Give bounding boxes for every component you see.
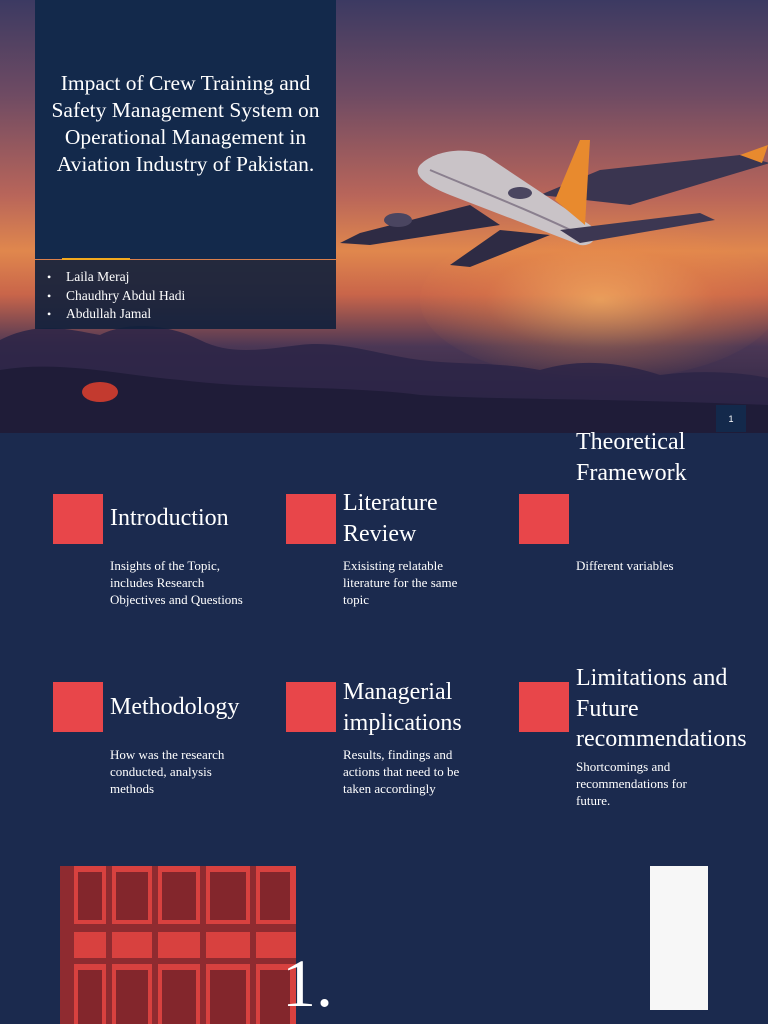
card-desc-introduction: Insights of the Topic, includes Research Objectives and Questions [110, 558, 243, 607]
card-title-methodology: Methodology [110, 694, 240, 720]
card-title-limitations: Limitations and Future recommendations [576, 665, 747, 752]
white-accent-bar [650, 866, 708, 1010]
author-list [47, 268, 185, 324]
building-image [60, 866, 296, 1024]
card-title-managerial-implications: Managerial implications [343, 679, 462, 736]
agenda-slide[interactable] [0, 429, 768, 863]
author-item: • Laila Meraj [47, 268, 185, 287]
card-title-introduction: Introduction [110, 505, 229, 531]
introduction-marker [53, 494, 103, 544]
airplane-image [300, 125, 768, 275]
card-desc-theoretical-framework: Different variables [576, 558, 674, 573]
presentation-title: Impact of Crew Training and Safety Management System on Operational Management in Aviation Industry of Pakistan. [51, 71, 320, 176]
author-item: • Abdullah Jamal [47, 305, 185, 324]
building-facade-graphic [60, 866, 296, 1024]
managerial-implications-marker [286, 682, 336, 732]
card-desc-managerial-implications: Results, findings and actions that need to be taken accordingly [343, 747, 460, 796]
limitations-marker [519, 682, 569, 732]
card-desc-literature-review: Exisisting relatable literature for the same topic [343, 558, 458, 607]
author-item: • Chaudhry Abdul Hadi [47, 287, 185, 306]
card-desc-methodology: How was the research conducted, analysis methods [110, 747, 225, 796]
theoretical-framework-marker [519, 494, 569, 544]
card-title-literature-review: Literature Review [343, 490, 438, 547]
section-slide[interactable] [0, 863, 768, 1024]
methodology-marker [53, 682, 103, 732]
slide-number: 1 [716, 405, 746, 432]
card-desc-limitations: Shortcomings and recommendations for future. [576, 759, 687, 808]
literature-review-marker [286, 494, 336, 544]
setting-sun [82, 382, 118, 402]
card-title-theoretical-framework: Theoretical Framework [576, 429, 687, 486]
title-slide[interactable] [0, 0, 768, 433]
section-number: 1. [282, 945, 333, 1021]
